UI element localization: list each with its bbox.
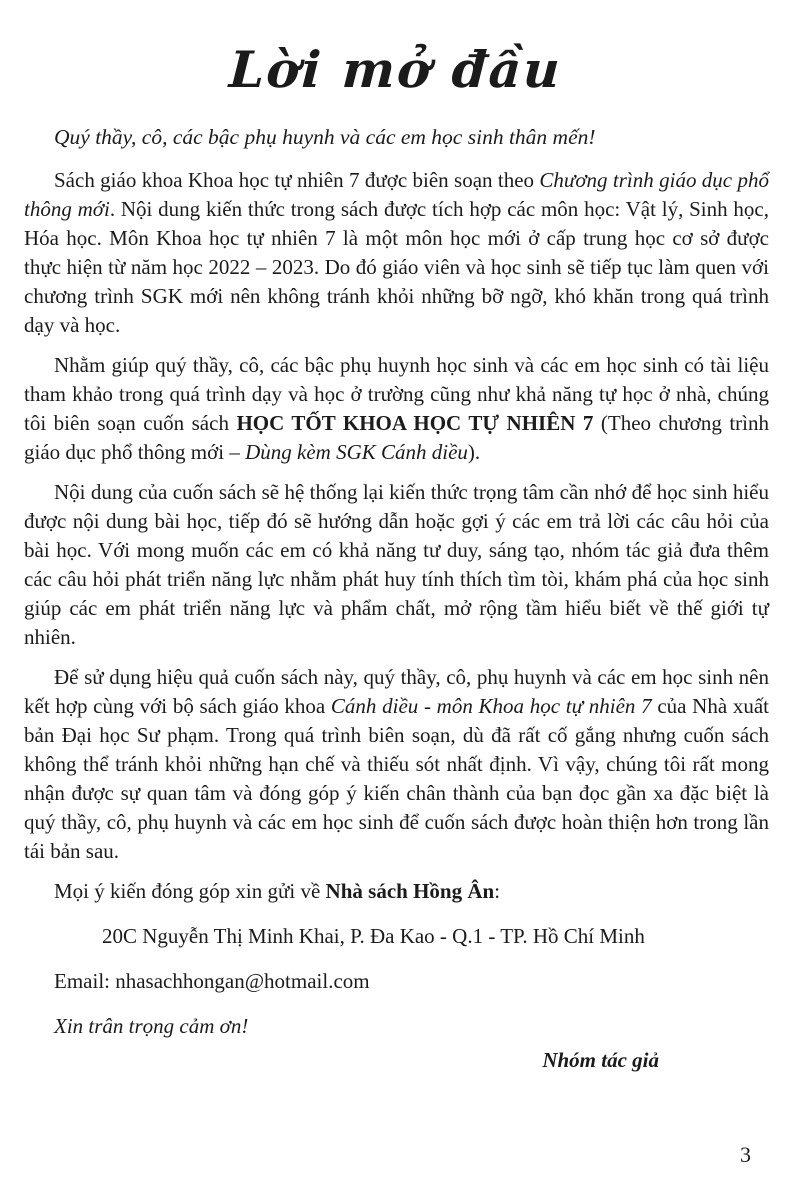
email-line: [24, 967, 769, 996]
text-run: Dùng kèm SGK Cánh diều: [245, 440, 468, 464]
text-run: . Nội dung kiến thức trong sách được tích hợp các môn học: Vật lý, Sinh học, Hóa học. Môn Khoa học tự nhiên 7 là một môn học mới ở cấp trung học cơ sở được thực hiện từ năm học 2022 – 2023. Do đó giáo viên và học sinh sẽ tiếp tục làm quen với chương trình SGK mới nên không tránh khỏi những bỡ ngỡ, khó khăn trong quá trình dạy và học.: [24, 197, 769, 337]
thanks-line: [24, 1012, 769, 1041]
text-run: 20C Nguyễn Thị Minh Khai, P. Đa Kao - Q.1 - TP. Hồ Chí Minh: [102, 924, 645, 948]
address-line: [24, 922, 769, 951]
page-number: 3: [740, 1142, 751, 1167]
text-run: Nhà sách Hồng Ân: [325, 879, 495, 903]
purpose-paragraph: [24, 351, 769, 467]
text-run: (Theo chương trình giáo dục phổ thông mới –: [24, 411, 769, 464]
greeting-paragraph: [24, 123, 769, 152]
text-run: Quý thầy, cô, các bậc phụ huynh và các em học sinh thân mến!: [54, 125, 596, 149]
text-run: HỌC TỐT KHOA HỌC TỰ NHIÊN 7: [236, 411, 594, 435]
text-run: Chương trình giáo dục phổ thông mới: [24, 168, 769, 221]
text-run: Để sử dụng hiệu quả cuốn sách này, quý thầy, cô, phụ huynh và các em học sinh nên kết hợp cùng với bộ sách giáo khoa: [24, 665, 769, 718]
text-run: Mọi ý kiến đóng góp xin gửi về: [54, 879, 326, 903]
text-run: Nhằm giúp quý thầy, cô, các bậc phụ huynh học sinh và các em học sinh có tài liệu tham khảo trong quá trình dạy và học ở trường cũng như khả năng tự học ở nhà, chúng tôi biên soạn cuốn sách: [24, 353, 769, 435]
text-run: Cánh diều - môn Khoa học tự nhiên 7: [330, 694, 652, 718]
text-run: Nội dung của cuốn sách sẽ hệ thống lại kiến thức trọng tâm cần nhớ để học sinh hiểu được nội dung bài học, tiếp đó sẽ hướng dẫn hoặc gợi ý các em trả lời các câu hỏi của bài học. Với mong muốn các em có khả năng tư duy, sáng tạo, nhóm tác giả đưa thêm các câu hỏi phát triển năng lực nhằm phát huy tính thích tìm tòi, khám phá của học sinh giúp các em phát triển năng lực và phẩm chất, mở rộng tầm hiểu biết về thế giới tự nhiên.: [24, 480, 769, 649]
content-description-paragraph: [24, 478, 769, 652]
feedback-paragraph: [24, 877, 769, 906]
text-run: Email: nhasachhongan@hotmail.com: [54, 969, 370, 993]
body-paragraphs: [0, 123, 793, 1041]
text-run: Sách giáo khoa Khoa học tự nhiên 7 được biên soạn theo: [54, 168, 540, 192]
page-title: Lời mở đầu: [227, 40, 564, 99]
text-run: Xin trân trọng cảm ơn!: [54, 1014, 249, 1038]
usage-paragraph: [24, 663, 769, 866]
text-run: ).: [467, 440, 481, 464]
intro-paragraph: [24, 166, 769, 340]
text-run: của Nhà xuất bản Đại học Sư phạm. Trong quá trình biên soạn, dù đã rất cố gắng nhưng cuốn sách không thể tránh khỏi những hạn chế và thiếu sót nhất định. Vì vậy, chúng tôi rất mong nhận được sự quan tâm và đóng góp ý kiến chân thành của bạn đọc gần xa đặc biệt là quý thầy, cô, phụ huynh và các em học sinh để cuốn sách được hoàn thiện hơn trong lần tái bản sau.: [24, 694, 770, 863]
author-signature: Nhóm tác giả: [542, 1048, 659, 1072]
text-run: :: [494, 879, 501, 903]
